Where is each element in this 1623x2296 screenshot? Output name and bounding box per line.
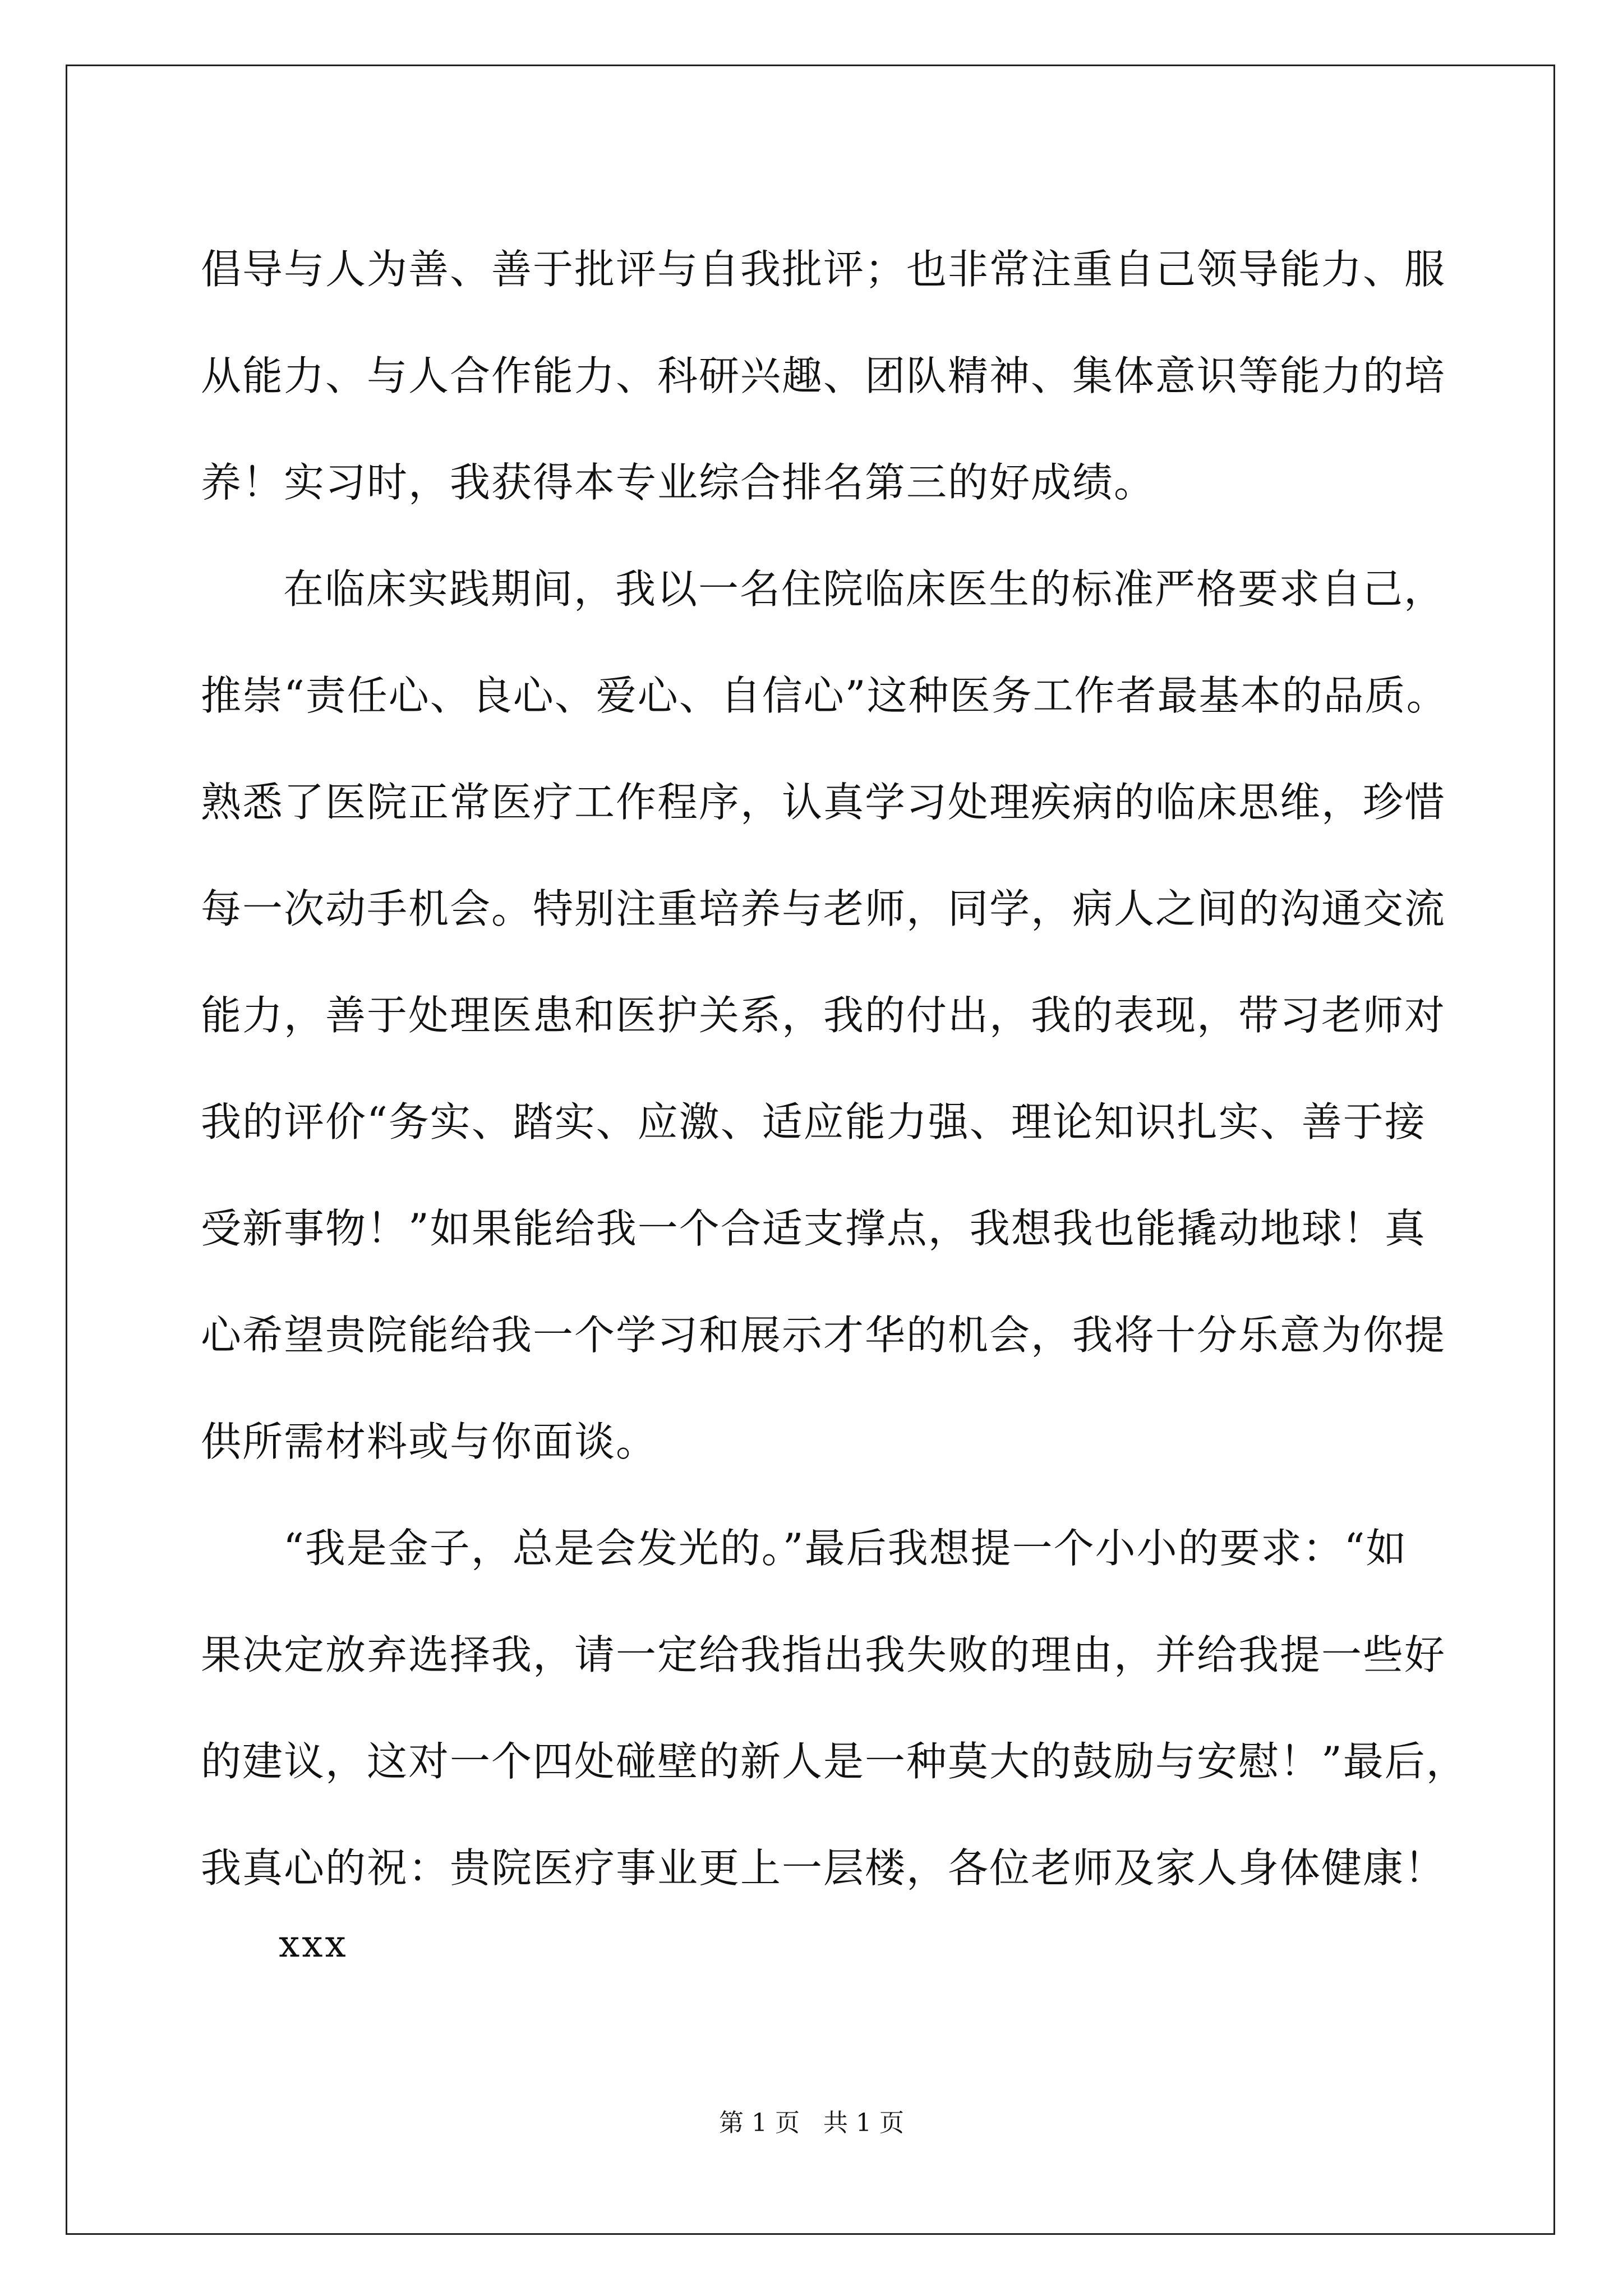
document-body (201, 216, 1468, 1921)
text-line: 果决定放弃选择我，请一定给我指出我失败的理由，并给我提一些好 (201, 1631, 1446, 1678)
page-footer: 第 1 页 共 1 页 (719, 2109, 904, 2137)
text-line: 养！实习时，我获得本专业综合排名第三的好成绩。 (201, 459, 1156, 506)
text-line: 在临床实践期间，我以一名住院临床医生的标准严格要求自己， (283, 565, 1446, 613)
text-line: 我的评价“务实、踏实、应激、适应能力强、理论知识扎实、善于接 (201, 1098, 1426, 1145)
text-line: 倡导与人为善、善于批评与自我批评；也非常注重自己领导能力、服 (201, 246, 1446, 293)
text-line: 从能力、与人合作能力、科研兴趣、团队精神、集体意识等能力的培 (201, 352, 1446, 399)
text-line: 我真心的祝：贵院医疗事业更上一层楼，各位老师及家人身体健康！ (201, 1844, 1446, 1892)
signature: xxx (279, 1922, 348, 1966)
text-line: 心希望贵院能给我一个学习和展示才华的机会，我将十分乐意为你提 (201, 1312, 1446, 1359)
text-line: 熟悉了医院正常医疗工作程序，认真学习处理疾病的临床思维，珍惜 (201, 779, 1446, 826)
text-line: 供所需材料或与你面谈。 (201, 1418, 658, 1465)
text-line: 受新事物！”如果能给我一个合适支撑点，我想我也能撬动地球！真 (201, 1205, 1426, 1252)
text-line: “我是金子，总是会发光的。”最后我想提一个小小的要求：“如 (283, 1525, 1408, 1572)
text-line: 能力，善于处理医患和医护关系，我的付出，我的表现，带习老师对 (201, 992, 1446, 1039)
text-line: 的建议，这对一个四处碰壁的新人是一种莫大的鼓励与安慰！”最后， (201, 1738, 1468, 1785)
text-line: 推崇“责任心、良心、爱心、自信心”这种医务工作者最基本的品质。 (201, 672, 1448, 719)
text-line: 每一次动手机会。特别注重培养与老师，同学，病人之间的沟通交流 (201, 885, 1446, 932)
